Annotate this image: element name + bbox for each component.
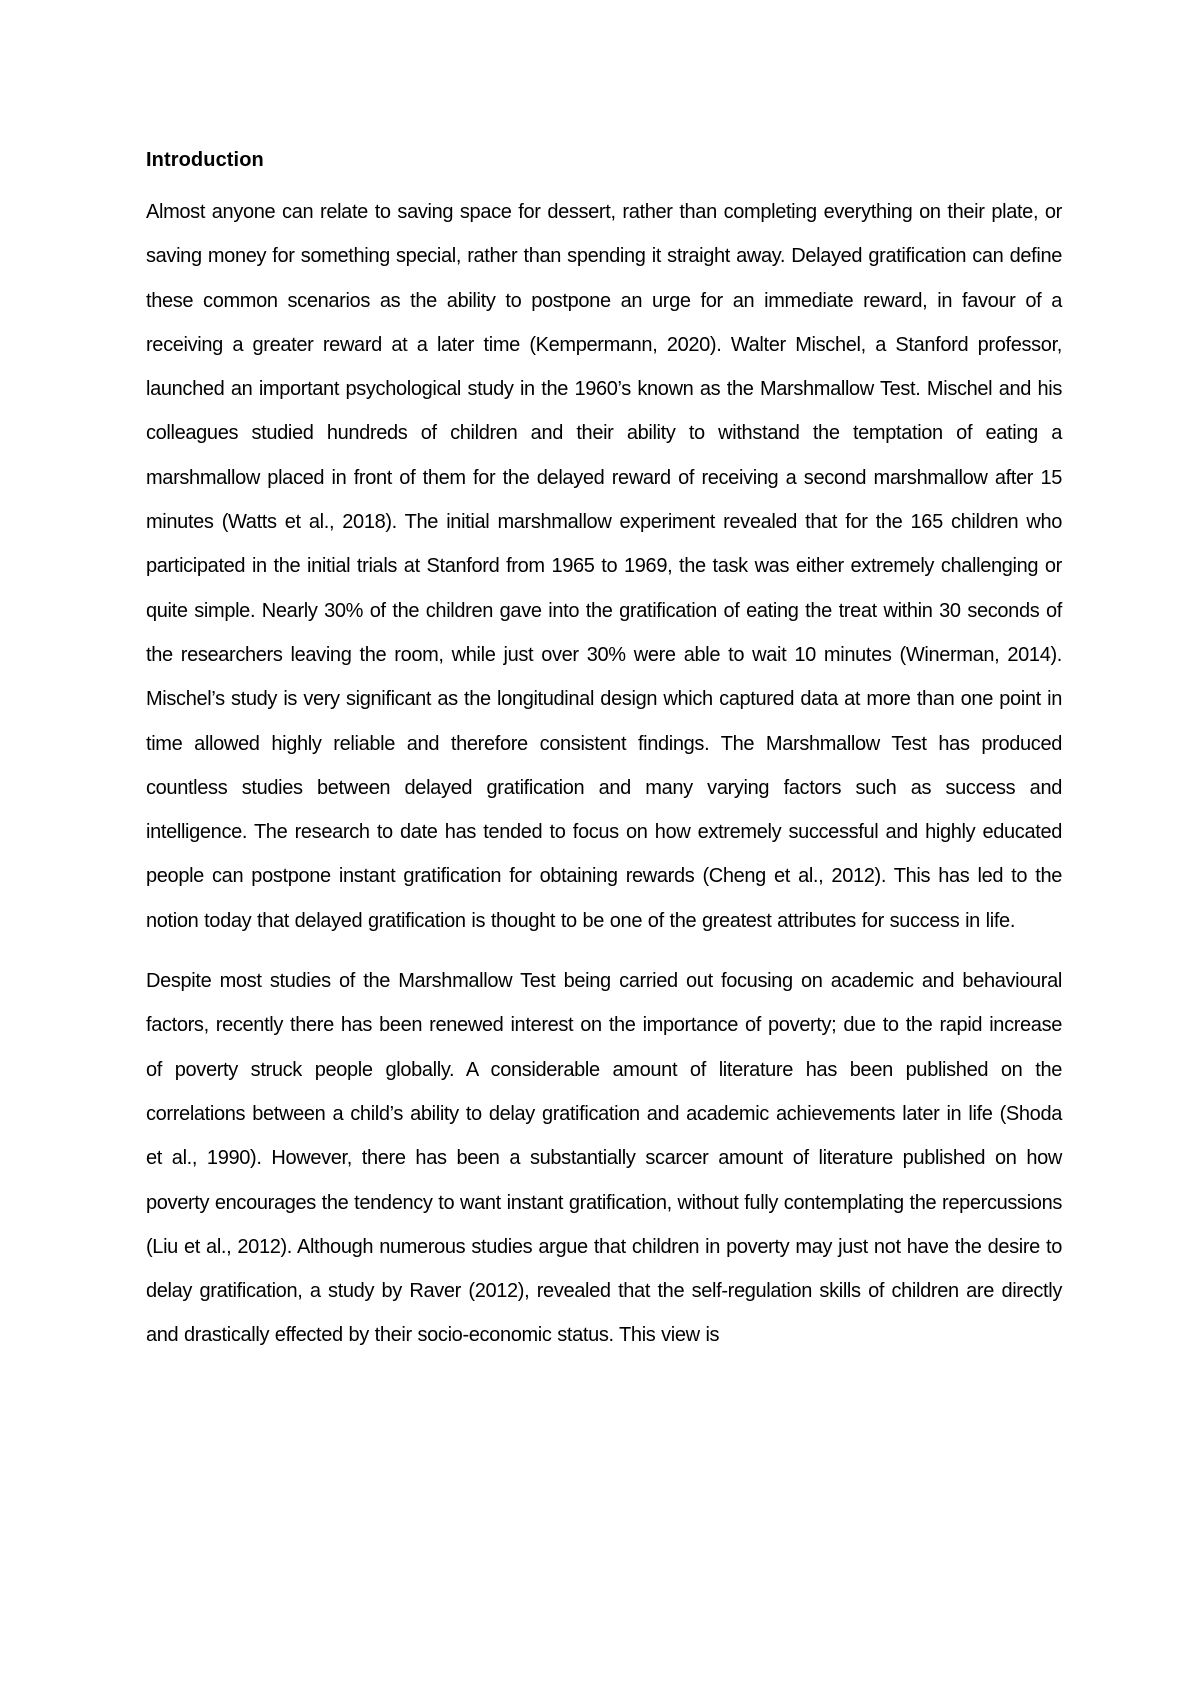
paragraph-2: Despite most studies of the Marshmallow Test being carried out focusing on academic and behavioural factors, recently there has been renewed interest on the importance of poverty; due to the rapid increase of poverty struck people globally. A considerable amount of literature has been published on the correlations between a child’s ability to delay gratification and academic achievements later in life (Shoda et al., 1990). However, there has been a substantially scarcer amount of literature published on how poverty encourages the tendency to want instant gratification, without fully contemplating the repercussions (Liu et al., 2012). Although numerous studies argue that children in poverty may just not have the desire to delay gratification, a study by Raver (2012), revealed that the self-regulation skills of children are directly and drastically effected by their socio-economic status. This view is xyxy=(146,970,1062,1347)
document-body xyxy=(146,146,1062,1374)
paragraph-1: Almost anyone can relate to saving space for dessert, rather than completing everything on their plate, or saving money for something special, rather than spending it straight away. Delayed gratification can define these common scenarios as the ability to postpone an urge for an immediate reward, in favour of a receiving a greater reward at a later time (Kempermann, 2020). Walter Mischel, a Stanford professor, launched an important psychological study in the 1960’s known as the Marshmallow Test. Mischel and his colleagues studied hundreds of children and their ability to withstand the temptation of eating a marshmallow placed in front of them for the delayed reward of receiving a second marshmallow after 15 minutes (Watts et al., 2018). The initial marshmallow experiment revealed that for the 165 children who participated in the initial trials at Stanford from 1965 to 1969, the task was either extremely challenging or quite simple. Nearly 30% of the children gave into the gratification of eating the treat within 30 seconds of the researchers leaving the room, while just over 30% were able to wait 10 minutes (Winerman, 2014). Mischel’s study is very significant as the longitudinal design which captured data at more than one point in time allowed highly reliable and therefore consistent findings. The Marshmallow Test has produced countless studies between delayed gratification and many varying factors such as success and intelligence. The research to date has tended to focus on how extremely successful and highly educated people can postpone instant gratification for obtaining rewards (Cheng et al., 2012). This has led to the notion today that delayed gratification is thought to be one of the greatest attributes for success in life. xyxy=(146,201,1062,932)
section-heading: Introduction xyxy=(146,149,264,171)
